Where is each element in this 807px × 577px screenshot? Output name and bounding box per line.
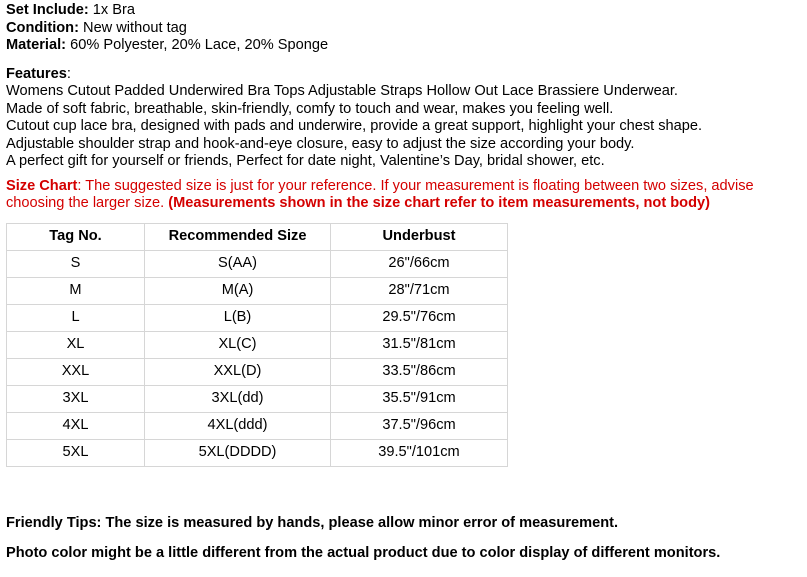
size-chart-colon: : xyxy=(77,177,82,194)
cell-underbust: 37.5"/96cm xyxy=(331,412,508,439)
column-header-tag: Tag No. xyxy=(7,223,145,250)
cell-size: 4XL(ddd) xyxy=(145,412,331,439)
spec-set-include: Set Include: 1x Bra xyxy=(6,2,135,18)
cell-underbust: 35.5"/91cm xyxy=(331,385,508,412)
cell-tag: M xyxy=(7,277,145,304)
spec-label: Material xyxy=(6,37,62,53)
size-chart-table xyxy=(6,223,508,467)
cell-underbust: 39.5"/101cm xyxy=(331,439,508,466)
cell-tag: L xyxy=(7,304,145,331)
feature-line: A perfect gift for yourself or friends, Perfect for date night, Valentine’s Day, bridal shower, etc. xyxy=(6,153,605,169)
cell-tag: S xyxy=(7,250,145,277)
size-chart-note xyxy=(6,178,796,213)
features-colon: : xyxy=(66,65,71,82)
cell-size: 5XL(DDDD) xyxy=(145,439,331,466)
table-row xyxy=(7,304,508,331)
spec-value: New without tag xyxy=(78,19,187,36)
table-row xyxy=(7,412,508,439)
table-header-row xyxy=(7,223,508,250)
cell-size: L(B) xyxy=(145,304,331,331)
cell-size: XL(C) xyxy=(145,331,331,358)
spec-material: Material: 60% Polyester, 20% Lace, 20% Sponge xyxy=(6,37,329,53)
cell-tag: 5XL xyxy=(7,439,145,466)
cell-underbust: 28"/71cm xyxy=(331,277,508,304)
cell-underbust: 26"/66cm xyxy=(331,250,508,277)
cell-size: 3XL(dd) xyxy=(145,385,331,412)
table-row xyxy=(7,331,508,358)
cell-tag: 4XL xyxy=(7,412,145,439)
size-chart-note-bold: (Measurements shown in the size chart refer to item measurements, not body) xyxy=(168,195,710,211)
feature-line: Cutout cup lace bra, designed with pads and underwire, provide a great support, highlight your chest shape. xyxy=(6,118,703,134)
table-row xyxy=(7,358,508,385)
features-section xyxy=(6,66,801,171)
table-row xyxy=(7,385,508,412)
features-heading: Features xyxy=(6,65,67,82)
size-chart-note-text: The suggested size is just for your reference. If your measurement is floating between two sizes, advise choosing the larger size. xyxy=(6,177,754,211)
table-row xyxy=(7,277,508,304)
cell-underbust: 29.5"/76cm xyxy=(331,304,508,331)
cell-tag: XXL xyxy=(7,358,145,385)
cell-underbust: 33.5"/86cm xyxy=(331,358,508,385)
cell-size: M(A) xyxy=(145,277,331,304)
feature-line: Womens Cutout Padded Underwired Bra Tops Adjustable Straps Hollow Out Lace Brassiere Underwear. xyxy=(6,83,678,99)
spec-label: Condition xyxy=(6,19,75,36)
cell-size: S(AA) xyxy=(145,250,331,277)
size-chart-heading: Size Chart xyxy=(6,177,78,194)
friendly-tips: Friendly Tips: The size is measured by hands, please allow minor error of measurement. xyxy=(6,515,619,531)
cell-tag: 3XL xyxy=(7,385,145,412)
column-header-recommended-size: Recommended Size xyxy=(145,223,331,250)
cell-size: XXL(D) xyxy=(145,358,331,385)
spec-list xyxy=(6,2,801,55)
cell-tag: XL xyxy=(7,331,145,358)
feature-line: Adjustable shoulder strap and hook-and-eye closure, easy to adjust the size according your body. xyxy=(6,135,635,152)
table-row xyxy=(7,439,508,466)
photo-color-note: Photo color might be a little different from the actual product due to color display of different monitors. xyxy=(6,545,721,561)
spec-value: 60% Polyester, 20% Lace, 20% Sponge xyxy=(66,37,329,53)
spec-label: Set Include xyxy=(6,2,84,18)
table-row xyxy=(7,250,508,277)
cell-underbust: 31.5"/81cm xyxy=(331,331,508,358)
column-header-underbust: Underbust xyxy=(331,223,508,250)
spec-condition: Condition: New without tag xyxy=(6,19,187,36)
spec-value: 1x Bra xyxy=(88,2,135,18)
feature-line: Made of soft fabric, breathable, skin-friendly, comfy to touch and wear, makes you feeling well. xyxy=(6,100,614,117)
